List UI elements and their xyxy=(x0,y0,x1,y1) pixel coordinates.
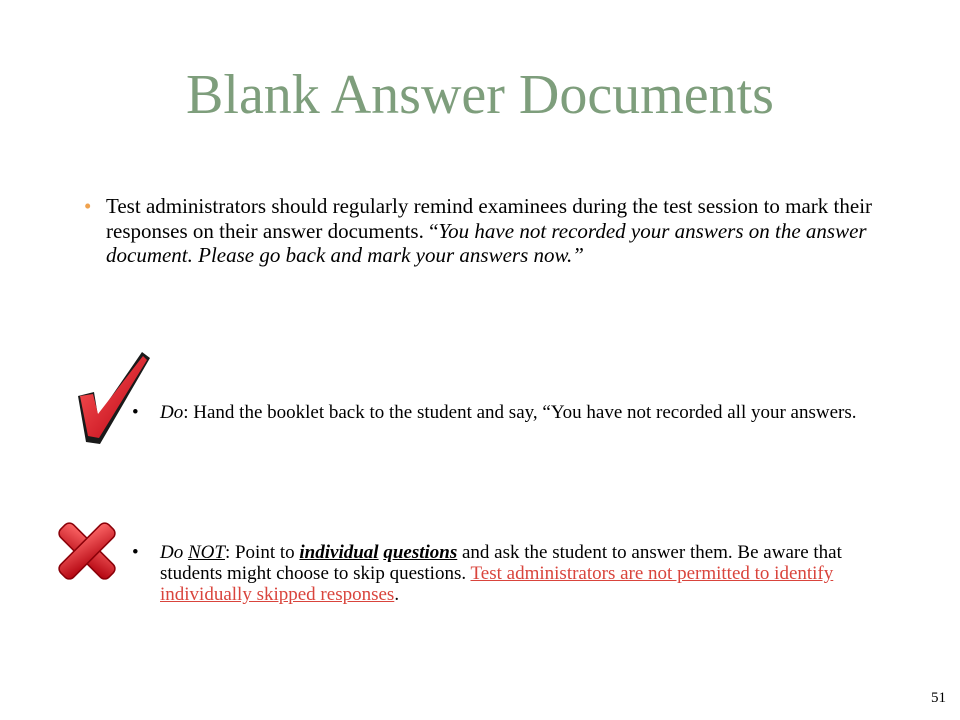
x-mark-icon xyxy=(54,518,120,584)
donot-item xyxy=(132,543,892,606)
do-label: Do xyxy=(160,402,184,423)
donot-item-text xyxy=(132,543,892,606)
word-individual: individual xyxy=(299,542,379,563)
word-questions: questions xyxy=(383,542,458,563)
donot-text-end: . xyxy=(394,583,400,605)
bullet-dot-icon: • xyxy=(132,402,139,423)
donot-not: NOT xyxy=(187,542,225,563)
slide-title: Blank Answer Documents xyxy=(186,64,774,126)
donot-text-a: : Point to xyxy=(224,542,300,563)
do-item xyxy=(132,403,892,424)
main-bullet-quote: You have not recorded your answers on the answer document. Please go back and mark your answers now.” xyxy=(106,218,867,268)
bullet-dot-icon: • xyxy=(84,194,92,218)
do-item-text xyxy=(132,403,892,424)
do-text: : Hand the booklet back to the student and say, “You have not recorded all your answers. xyxy=(183,402,857,423)
checkmark-icon xyxy=(76,352,152,444)
main-bullet xyxy=(84,194,914,268)
main-bullet-body: Test administrators should regularly remind examinees during the test session to mark their responses on their answer documents. “ xyxy=(106,194,873,243)
page-number: 51 xyxy=(931,690,946,706)
bullet-dot-icon: • xyxy=(132,542,139,563)
main-bullet-text xyxy=(84,194,914,268)
skipped-responses-link[interactable]: Test administrators are not permitted to identify individually skipped responses xyxy=(160,562,834,605)
donot-text-b: and ask the student to answer them. Be aware that students might choose to skip questions. xyxy=(160,542,842,584)
donot-label: Do xyxy=(160,542,184,563)
